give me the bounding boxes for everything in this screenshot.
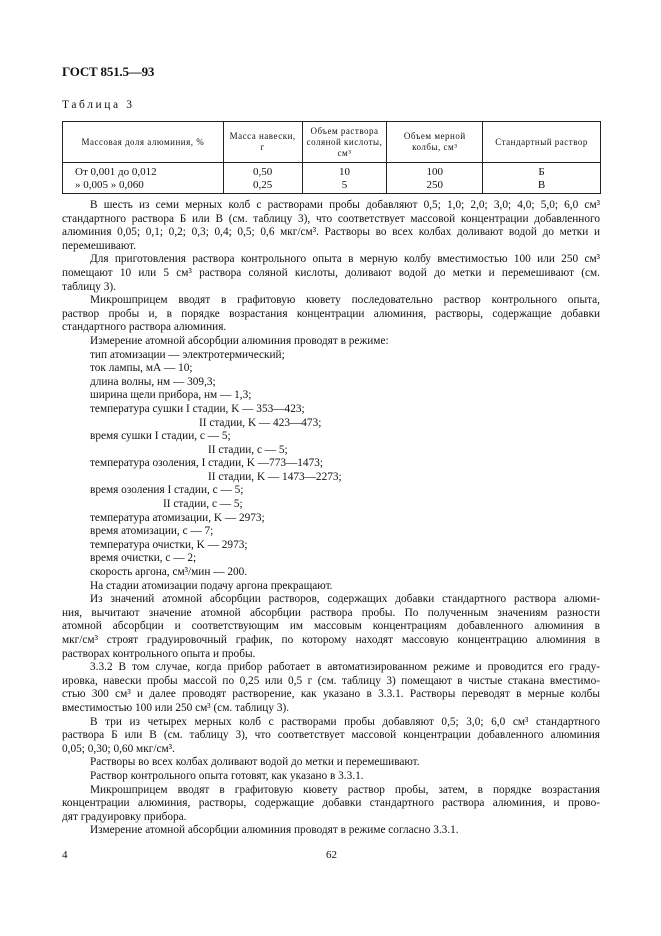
text-line: Микрошприцем вводят в графитовую кювету последовательно раствор контрольного опыта,	[90, 294, 600, 307]
text-line: II стадии, K — 423—473;	[199, 416, 322, 429]
text-line: стью 300 см³ и далее проводят растворение, как указано в 3.3.1. Растворы переводят в мерные колбы	[62, 688, 600, 701]
text-line: стандартного раствора алюминия.	[62, 321, 227, 334]
header-flask-volume: Объем мерной колбы, см³	[387, 122, 483, 163]
text-line: температура очистки, K — 2973;	[90, 538, 248, 551]
text-line: время сушки I стадии, с — 5;	[90, 430, 231, 443]
text-line: Раствор контрольного опыта готовят, как указано в 3.3.1.	[90, 769, 364, 782]
text-line: Растворы во всех колбах доливают водой до метки и перемешивают.	[90, 756, 420, 769]
text-line: вместимостью 100 или 250 см³ (см. таблицу 3).	[62, 701, 290, 714]
text-line: тип атомизации — электротермический;	[90, 348, 285, 361]
page-number-left: 4	[62, 849, 68, 861]
table-row	[63, 163, 601, 194]
text-line: атомной абсорбции и соответствующим им массовым концентрациям добавленного алюминия в	[62, 620, 600, 633]
table-cell: От 0,001 до 0,012 » 0,005 » 0,060	[63, 163, 224, 194]
text-line: температура озоления, I стадии, K —773—1473;	[90, 457, 324, 470]
document-standard-number: ГОСТ 851.5—93	[62, 64, 155, 79]
text-line: время очистки, с — 2;	[90, 552, 197, 565]
text-line: раствора Б или В (см. таблицу 3), что соответствует массовой концентрации добавленного алюминия	[62, 729, 600, 742]
text-line: Для приготовления раствора контрольного опыта в мерную колбу вместимостью 100 или 250 см³	[90, 253, 600, 266]
text-line: В шесть из семи мерных колб с растворами пробы добавляют 0,5; 1,0; 2,0; 3,0; 4,0; 5,0; 6,0 см³	[90, 199, 600, 211]
text-line: растворах контрольного опыта и пробы.	[62, 647, 256, 660]
text-line: 3.3.2 В том случае, когда прибор работает в автоматизированном режиме и проводится его граду-	[90, 661, 600, 674]
header-aluminium-fraction: Массовая доля алюминия, %	[63, 122, 224, 163]
text-line: температура атомизации, K — 2973;	[90, 511, 265, 524]
text-line: Измерение атомной абсорбции алюминия проводят в режиме согласно 3.3.1.	[90, 824, 459, 837]
text-line: ния, вычитают значение атомной абсорбции раствора пробы. По полученным значениям разности	[62, 606, 600, 619]
table-header-row	[63, 122, 601, 163]
header-sample-mass: Масса навески, г	[223, 122, 302, 163]
text-line: ировка, навески пробы массой по 0,25 или 0,5 г (см. таблицу 3) помещают в чистые стакана вместимо-	[62, 674, 600, 687]
table-cell: 100 250	[387, 163, 483, 194]
body-text	[62, 199, 600, 838]
header-hcl-volume: Объем раствора соляной кислоты, см³	[302, 122, 387, 163]
header-standard-solution: Стандартный раствор	[483, 122, 601, 163]
text-line: II стадии, K — 1473—2273;	[208, 470, 342, 483]
text-line: В три из четырех мерных колб с растворами пробы добавляют 0,5; 3,0; 6,0 см³ стандартного	[90, 715, 600, 728]
text-line: 0,05; 0,30; 0,60 мкг/см³.	[62, 742, 175, 755]
text-line: перемешивают.	[62, 239, 137, 252]
text-line: дят градуировку прибора.	[62, 810, 187, 823]
table-cell: 10 5	[302, 163, 387, 194]
text-line: Из значений атомной абсорбции растворов, содержащих добавки стандартного раствора алюми-	[90, 593, 600, 606]
table-cell: Б В	[483, 163, 601, 194]
text-line: Микрошприцем вводят в графитовую кювету раствор пробы, затем, в порядке возрастания	[90, 783, 600, 796]
text-line: Измерение атомной абсорбции алюминия проводят в режиме:	[90, 334, 389, 347]
data-table	[62, 121, 601, 194]
text-line: II стадии, с — 5;	[208, 443, 288, 456]
table-caption: Таблица 3	[62, 99, 135, 111]
text-line: ширина щели прибора, нм — 1,3;	[90, 389, 252, 402]
text-line: таблицу 3).	[62, 280, 116, 293]
text-line: температура сушки I стадии, K — 353—423;	[90, 402, 305, 415]
text-line: ток лампы, мА — 10;	[90, 362, 193, 375]
text-line: длина волны, нм — 309,3;	[90, 375, 216, 388]
text-line: стандартного раствора Б или В (см. таблицу 3), что соответствует массовой концентрации добавленного	[62, 212, 600, 225]
text-line: время озоления I стадии, с — 5;	[90, 484, 244, 497]
text-line: раствор пробы и, в порядке возрастания концентрации алюминия, растворы, содержащие добавки	[62, 307, 600, 320]
text-line: алюминия 0,05; 0,1; 0,2; 0,3; 0,4; 0,5; 0,6 мкг/см³. Растворы во всех колбах доливают водой до метки и	[62, 226, 600, 239]
text-line: мкг/см³ строят градуировочный график, по которому находят массовую концентрацию алюминия в	[62, 634, 600, 646]
page-number-center: 62	[326, 849, 337, 861]
text-line: время атомизации, с — 7;	[90, 525, 214, 538]
text-line: помещают 10 или 5 см³ раствора соляной кислоты, доливают водой до метки и перемешивают (см.	[62, 266, 600, 279]
text-line: концентрации алюминия, растворы, содержащие добавки стандартного раствора алюминия, и прово-	[62, 797, 600, 810]
text-line: скорость аргона, см³/мин — 200.	[90, 566, 248, 579]
text-line: На стадии атомизации подачу аргона прекращают.	[90, 579, 333, 592]
text-line: II стадии, с — 5;	[163, 498, 243, 511]
table-cell: 0,50 0,25	[223, 163, 302, 194]
